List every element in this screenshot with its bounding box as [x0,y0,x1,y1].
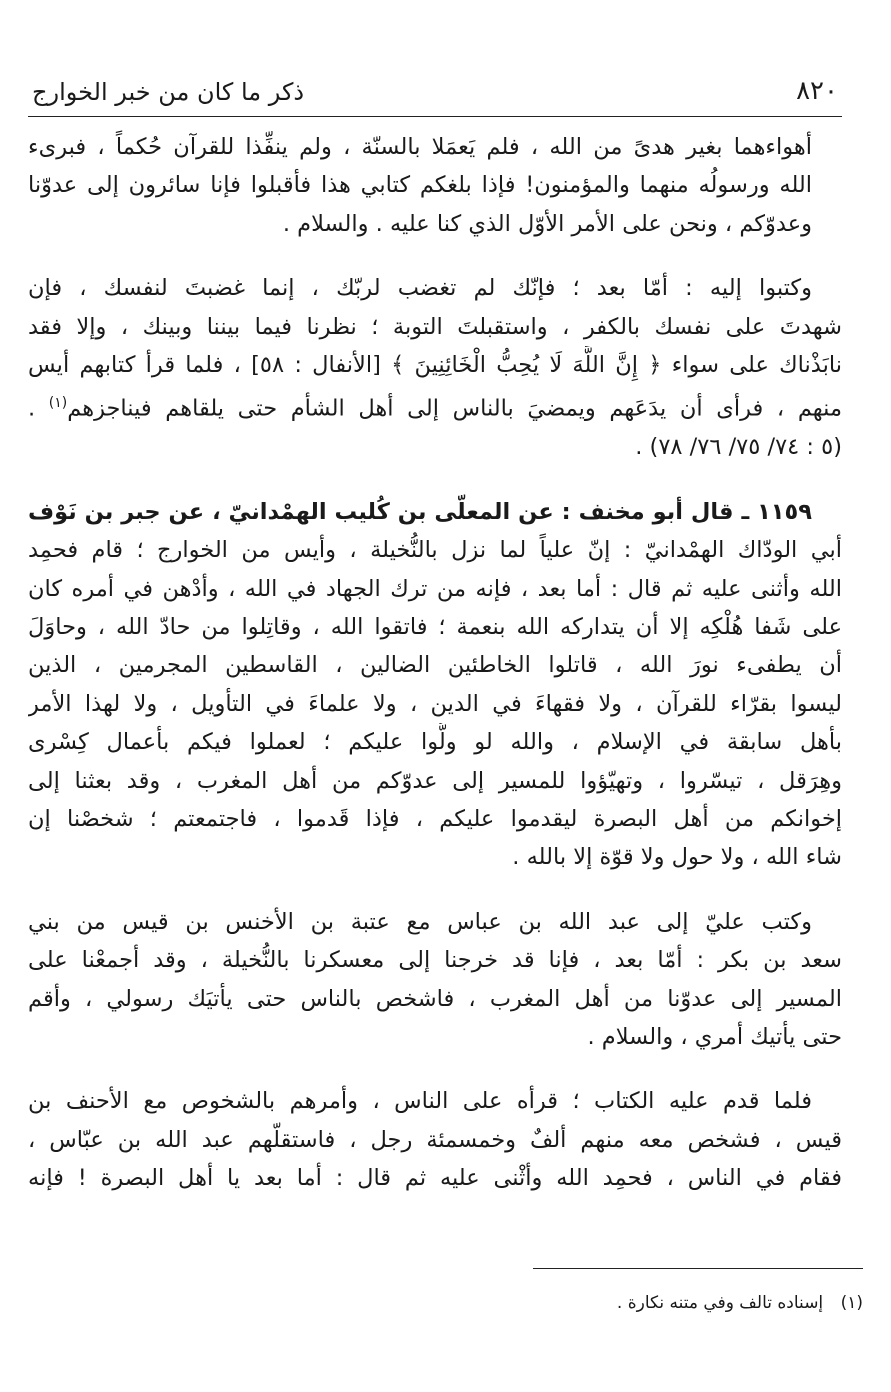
text-line: نابَذْناك على سواء ﴿ إِنَّ اللَّهَ لَا يُحِبُّ الْخَائِنِينَ ﴾ [الأنفال : ٥٨] ، فلما قرأ كتابهم أيس [28,352,842,379]
text-line: الله وأثنى عليه ثم قال : أما بعد ، فإنه من ترك الجهاد في الله ، وأدْهن في أمره كان [28,575,842,602]
text-line: بأهل سابقة في الإسلام ، والله لو ولُّوا عليكم ؛ لعملوا فيكم بأعمال كِسْرى [28,729,842,756]
text-line: شهدتَ على نفسك بالكفر ، واستقبلتَ التوبة ؛ نظرنا فيما بيننا وبينك ، وإلا فقد [28,313,842,340]
footnote [263,1290,863,1316]
text-line: أبي الودّاك الهمْدانيّ : إنّ علياً لما نزل بالنُّخيلة ، وأيس من الخوارج ؛ قام فحمِد [28,537,842,564]
paragraph-5 [28,1082,842,1197]
text-line: ١١٥٩ ـ قال أبو مخنف : عن المعلّى بن كُليب الهمْدانيّ ، عن جبر بن نَوْف [28,498,812,525]
text-line: إخوانكم من أهل البصرة ليقدموا عليكم ، فإذا قَدموا ، فاجتمعتم ؛ شخصْنا إن [28,806,842,832]
paragraph-2 [28,269,842,467]
paragraph-4 [28,903,842,1057]
body-text [28,128,842,1224]
paragraph-1 [28,128,842,243]
text-line: وهِرَقل ، تيسّروا ، وتهيّؤوا للمسير إلى عدوّكم من أهل المغرب ، وقد بعثنا إلى [28,767,842,794]
paragraph-3 [28,493,842,877]
text-line: أن يطفىء نورَ الله ، قاتلوا الخاطئين الضالين ، القاسطين المجرمين ، الذين [28,652,842,679]
footnote-divider [533,1268,863,1269]
text-line: حتى يأتيك أمري ، والسلام . [587,1024,842,1051]
text-line: قيس ، فشخص معه منهم ألفٌ وخمسمئة رجل ، فاستقلّهم عبد الله بن عبّاس ، [28,1126,842,1153]
text-line: على شَفا هُلْكِه إلا أن يتداركه الله بنعمة ؛ فاتقوا الله ، وقاتِلوا من حادّ الله ، وحاوَلَ [28,613,842,640]
text-line: وكتبوا إليه : أمّا بعد ؛ فإنّك لم تغضب لربّك ، إنما غضبتَ لنفسك ، فإن [28,275,812,302]
page-number: ٨٢٠ [796,76,838,106]
text-line: ليسوا بقرّاء للقرآن ، ولا فقهاءَ في الدين ، ولا علماءَ في التأويل ، ولا لهذا الأمر [28,690,842,717]
text-line: المسير إلى عدوّنا من أهل المغرب ، فاشخص بالناس حتى يأتيَك رسولي ، وأقم [28,985,842,1012]
running-header [28,72,842,117]
text-line: شاء الله ، ولا حول ولا قوّة إلا بالله . [512,844,842,871]
text-line: وكتب عليّ إلى عبد الله بن عباس مع عتبة بن الأخنس بن قيس من بني [28,908,812,935]
text-line: وعدوّكم ، ونحن على الأمر الأوّل الذي كنا عليه . والسلام . [282,210,812,237]
footnote-text: إسناده تالف وفي متنه نكارة . [616,1293,824,1313]
text-line-content: منهم ، فرأى أن يدَعَهم ويمضيَ بالناس إلى أهل الشأم حتى يلقاهم فيناجزهم [67,395,842,422]
footnote-number: (١) [840,1293,863,1313]
text-line: (٥ : ٧٤/ ٧٥/ ٧٦/ ٧٨) . [635,434,842,461]
text-line: فلما قدم عليه الكتاب ؛ قرأه على الناس ، وأمرهم بالشخوص مع الأحنف بن [28,1088,812,1115]
text-line: فقام في الناس ، فحمِد الله وأثْنى عليه ثم قال : أما بعد يا أهل البصرة ! فإنه [28,1165,842,1192]
footnote-marker[interactable]: (١) [48,395,68,412]
text-line: سعد بن بكر : أمّا بعد ، فإنا قد خرجنا إلى معسكرنا بالنُّخيلة ، وقد أجمعْنا على [28,947,842,974]
text-line-with-footnote: منهم ، فرأى أن يدَعَهم ويمضيَ بالناس إلى أهل الشأم حتى يلقاهم فيناجزهم$^{(١)}$ . [28,395,842,422]
running-title: ذكر ما كان من خبر الخوارج [32,78,305,106]
text-line: أهواءهما بغير هدىً من الله ، فلم يَعمَلا بالسنّة ، ولم ينفِّذا للقرآن حُكماً ، فبرىء [28,134,812,160]
text-line: الله ورسولُه منهما والمؤمنون! فإذا بلغكم كتابي هذا فأقبلوا فإنا سائرون إلى عدوّنا [28,172,812,199]
